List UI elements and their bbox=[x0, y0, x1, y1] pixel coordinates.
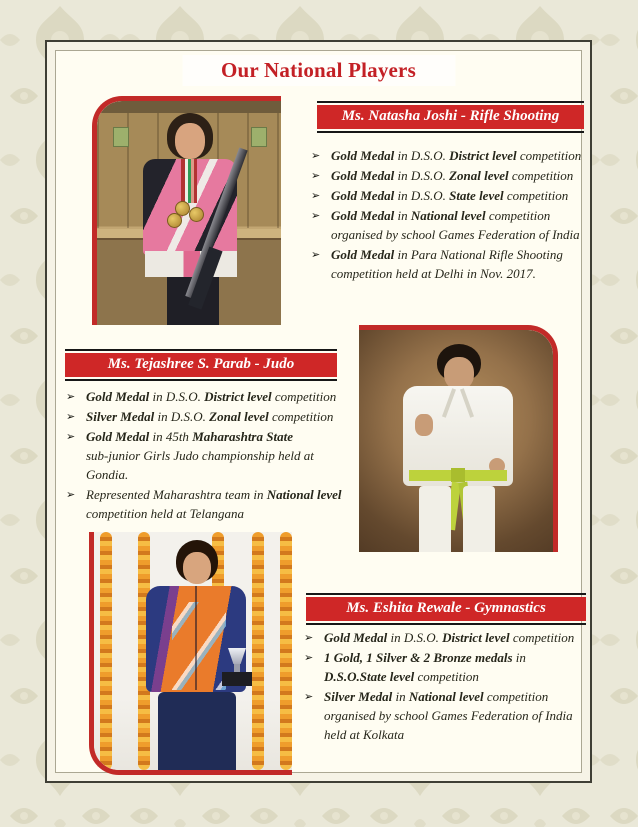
achievement-text: District level bbox=[449, 148, 517, 163]
achievement-text: Gold Medal bbox=[331, 247, 395, 262]
achievement-text: competition held at Delhi in Nov. 2017. bbox=[331, 266, 536, 281]
achievement-text: competition bbox=[268, 409, 334, 424]
achievement-text: in bbox=[512, 650, 526, 665]
marigold-garland bbox=[280, 532, 292, 770]
judo-studio-scene bbox=[359, 330, 553, 552]
content-sheet bbox=[45, 40, 592, 783]
tracksuit-pants bbox=[158, 692, 236, 770]
achievement-text: Gold Medal bbox=[86, 429, 150, 444]
achievement-item bbox=[304, 628, 606, 647]
achievement-text: in D.S.O. bbox=[394, 188, 450, 203]
bullet-arrow-icon: ➢ bbox=[311, 209, 321, 222]
achievement-text: competition bbox=[271, 389, 337, 404]
medal bbox=[189, 207, 204, 222]
shooter-face bbox=[175, 123, 205, 159]
bullet-arrow-icon: ➢ bbox=[66, 410, 76, 423]
achievement-text: sub-junior Girls Judo championship held at bbox=[86, 448, 314, 463]
achievement-text: Maharashtra State bbox=[192, 429, 293, 444]
achievement-text: in D.S.O. bbox=[394, 148, 450, 163]
trophy-stem bbox=[234, 664, 240, 672]
judoka-hand bbox=[415, 414, 433, 436]
gi-pants bbox=[419, 486, 451, 552]
achievement-item bbox=[311, 206, 611, 244]
achievement-item bbox=[311, 146, 611, 165]
trophy-base bbox=[222, 672, 252, 686]
bullet-arrow-icon: ➢ bbox=[304, 631, 314, 644]
achievement-text: Gondia. bbox=[86, 467, 129, 482]
achievement-text: competition bbox=[509, 630, 575, 645]
section-header-rifle-shooting bbox=[317, 101, 584, 133]
rifle-range-scene bbox=[97, 101, 281, 325]
achievement-text: D.S.O.State level bbox=[324, 669, 415, 684]
achievement-text: organised by school Games Federation of India bbox=[331, 227, 580, 242]
achievement-text: competition bbox=[508, 168, 574, 183]
gymnast-face bbox=[183, 552, 211, 584]
bullet-arrow-icon: ➢ bbox=[66, 390, 76, 403]
jacket-stripes bbox=[172, 602, 226, 690]
achievement-text: in D.S.O. bbox=[394, 168, 450, 183]
achievement-text: in bbox=[392, 689, 409, 704]
marigold-garland bbox=[252, 532, 264, 770]
achievement-item bbox=[311, 245, 611, 283]
achievement-item bbox=[304, 687, 606, 744]
target-card bbox=[113, 127, 129, 147]
bullet-arrow-icon: ➢ bbox=[311, 248, 321, 261]
achievement-item bbox=[311, 166, 611, 185]
achievement-text: Silver Medal bbox=[86, 409, 155, 424]
jacket-zipper bbox=[195, 586, 197, 690]
bullet-arrow-icon: ➢ bbox=[304, 651, 314, 664]
bullet-arrow-icon: ➢ bbox=[311, 169, 321, 182]
achievement-item bbox=[66, 485, 366, 523]
section-header-judo bbox=[65, 349, 337, 381]
page-title bbox=[182, 55, 455, 86]
achievement-text: competition bbox=[516, 148, 582, 163]
achievement-text: State level bbox=[449, 188, 504, 203]
achievement-text: Gold Medal bbox=[331, 208, 395, 223]
photo-eshita-rewale bbox=[89, 532, 292, 775]
achievement-text: National level bbox=[266, 487, 342, 502]
photo-natasha-joshi bbox=[92, 96, 281, 325]
achievement-text: in D.S.O. bbox=[154, 409, 210, 424]
achievement-text: National level bbox=[410, 208, 486, 223]
achievement-item bbox=[304, 648, 606, 686]
achievement-text: Gold Medal bbox=[86, 389, 150, 404]
achievement-text: Zonal level bbox=[449, 168, 509, 183]
achievement-text: in Para National Rifle Shooting bbox=[394, 247, 563, 262]
achievement-text: Gold Medal bbox=[331, 148, 395, 163]
achievement-text: competition bbox=[483, 689, 549, 704]
achievement-text: Gold Medal bbox=[324, 630, 388, 645]
achievement-text: Zonal level bbox=[209, 409, 269, 424]
achievement-text: District level bbox=[204, 389, 272, 404]
achievement-item bbox=[66, 407, 366, 426]
achievement-text: in bbox=[394, 208, 411, 223]
achievement-item bbox=[66, 427, 366, 484]
achievement-text: Gold Medal bbox=[331, 188, 395, 203]
garland-scene bbox=[94, 532, 292, 770]
belt-knot bbox=[451, 468, 465, 482]
marigold-garland bbox=[100, 532, 112, 770]
photo-tejashree-parab bbox=[359, 325, 558, 552]
achievement-text: 1 Gold, 1 Silver & 2 Bronze medals bbox=[324, 650, 513, 665]
bullet-arrow-icon: ➢ bbox=[311, 189, 321, 202]
bullet-arrow-icon: ➢ bbox=[311, 149, 321, 162]
achievement-text: competition bbox=[414, 669, 479, 684]
achievement-text: competition bbox=[503, 188, 569, 203]
bullet-arrow-icon: ➢ bbox=[304, 690, 314, 703]
achievement-item bbox=[66, 387, 366, 406]
section-header-text: Ms. Natasha Joshi - Rifle Shooting bbox=[317, 105, 584, 129]
achievement-text: organised by school Games Federation of India bbox=[324, 708, 573, 723]
medal-ribbons bbox=[181, 159, 197, 203]
page-title-text: Our National Players bbox=[221, 58, 416, 82]
jacket-waist bbox=[145, 251, 237, 277]
target-card bbox=[251, 127, 267, 147]
content-sheet-inner bbox=[55, 50, 582, 773]
achievement-text: competition bbox=[485, 208, 551, 223]
achievement-text: Gold Medal bbox=[331, 168, 395, 183]
section-header-text: Ms. Tejashree S. Parab - Judo bbox=[65, 353, 337, 377]
achievement-text: in D.S.O. bbox=[387, 630, 443, 645]
achievement-text: competition held at Telangana bbox=[86, 506, 245, 521]
section-header-text: Ms. Eshita Rewale - Gymnastics bbox=[306, 597, 586, 621]
achievement-item bbox=[311, 186, 611, 205]
achievement-text: Represented Maharashtra team in bbox=[86, 487, 267, 502]
achievement-text: in D.S.O. bbox=[149, 389, 205, 404]
gi-pants bbox=[463, 486, 495, 552]
bullet-arrow-icon: ➢ bbox=[66, 430, 76, 443]
achievements-list-judo bbox=[66, 387, 366, 524]
achievement-text: held at Kolkata bbox=[324, 727, 405, 742]
medal bbox=[167, 213, 182, 228]
achievement-text: Silver Medal bbox=[324, 689, 393, 704]
section-header-gymnastics bbox=[306, 593, 586, 625]
bullet-arrow-icon: ➢ bbox=[66, 488, 76, 501]
achievements-list-rifle-shooting bbox=[311, 146, 611, 284]
achievement-text: National level bbox=[408, 689, 484, 704]
achievement-text: District level bbox=[442, 630, 510, 645]
achievements-list-gymnastics bbox=[304, 628, 606, 745]
achievement-text: in 45th bbox=[149, 429, 193, 444]
